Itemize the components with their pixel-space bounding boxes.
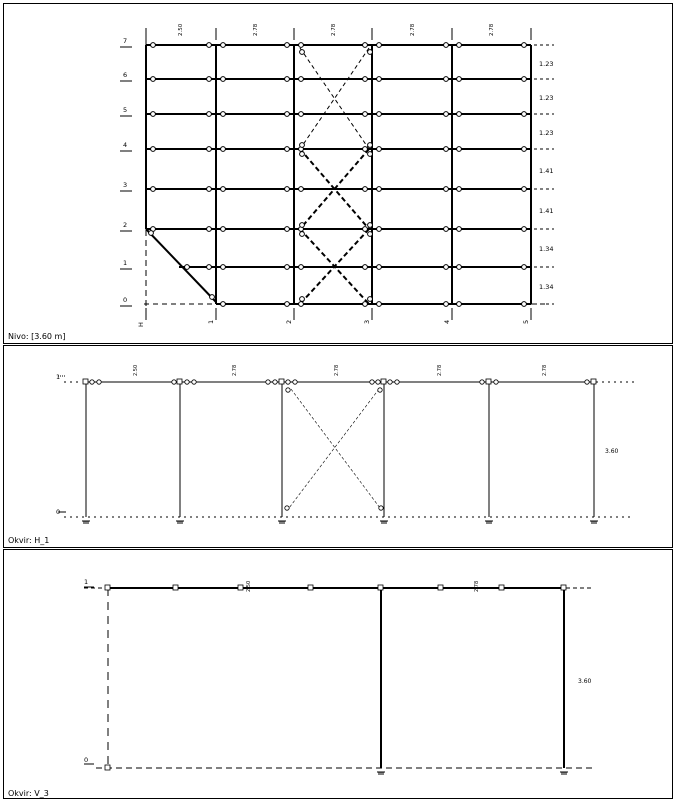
span-label-1-2: 2.78 xyxy=(253,23,259,36)
spacing-label-1-0: 1.34 xyxy=(539,283,554,291)
axis-label-h: H xyxy=(137,322,145,327)
spacing-label-2-1: 1.34 xyxy=(539,245,554,253)
panel-caption-h1: Okvir: H_1 xyxy=(8,536,50,545)
level-label-7: 7 xyxy=(123,37,128,45)
height-label: 3.60 xyxy=(578,678,592,685)
span-label-5: 2.78 xyxy=(542,364,548,376)
axis-label-1: 1 xyxy=(207,319,215,324)
frame-h1-drawing xyxy=(4,346,673,548)
level-label-1: 1 xyxy=(56,373,61,381)
level-label-5: 5 xyxy=(123,106,128,114)
level-label-0: 0 xyxy=(84,756,89,764)
spacing-label-3-2: 1.41 xyxy=(539,207,554,215)
span-label-3: 2.78 xyxy=(334,364,340,376)
level-label-0: 0 xyxy=(123,296,128,304)
brace-a xyxy=(291,389,380,508)
spacing-label-6-5: 1.23 xyxy=(539,94,554,102)
level-label-1: 1 xyxy=(84,578,89,586)
spacing-label-5-4: 1.23 xyxy=(539,129,554,137)
panel-frame-h1 xyxy=(3,345,673,548)
panel-plan-view xyxy=(3,3,673,344)
span-label-1: 2.50 xyxy=(133,364,139,376)
spacing-label-4-3: 1.41 xyxy=(539,167,554,175)
brace-upper-b xyxy=(300,48,369,149)
span-label-2: 2.78 xyxy=(474,580,480,592)
panel-caption-v3: Okvir: V_3 xyxy=(8,789,49,798)
panel-caption-plan: Nivo: [3.60 m] xyxy=(8,332,66,341)
level-label-3: 3 xyxy=(123,181,128,189)
span-label-h-1: 2.50 xyxy=(178,23,184,36)
level-label-2: 2 xyxy=(123,221,128,229)
brace-b xyxy=(289,389,379,508)
span-label-3-4: 2.78 xyxy=(410,23,416,36)
span-label-4-5: 2.78 xyxy=(489,23,495,36)
height-label: 3.60 xyxy=(605,448,619,455)
level-label-0: 0 xyxy=(56,508,61,516)
axis-label-2: 2 xyxy=(285,319,293,324)
spacing-label-7-6: 1.23 xyxy=(539,60,554,68)
brace-upper-a xyxy=(300,48,369,149)
axis-label-4: 4 xyxy=(443,319,451,324)
span-label-2-3: 2.78 xyxy=(331,23,337,36)
level-label-1: 1 xyxy=(123,259,128,267)
span-label-1: 2.50 xyxy=(246,580,252,592)
plan-view-drawing xyxy=(4,4,673,344)
level-label-6: 6 xyxy=(123,71,128,79)
span-label-2: 2.78 xyxy=(232,364,238,376)
axis-label-3: 3 xyxy=(363,319,371,324)
span-label-4: 2.78 xyxy=(437,364,443,376)
axis-label-5: 5 xyxy=(522,319,530,324)
panel-frame-v3 xyxy=(3,549,673,799)
level-label-4: 4 xyxy=(123,141,128,149)
frame-v3-drawing xyxy=(4,550,673,799)
slanted-edge-beam xyxy=(146,229,216,302)
